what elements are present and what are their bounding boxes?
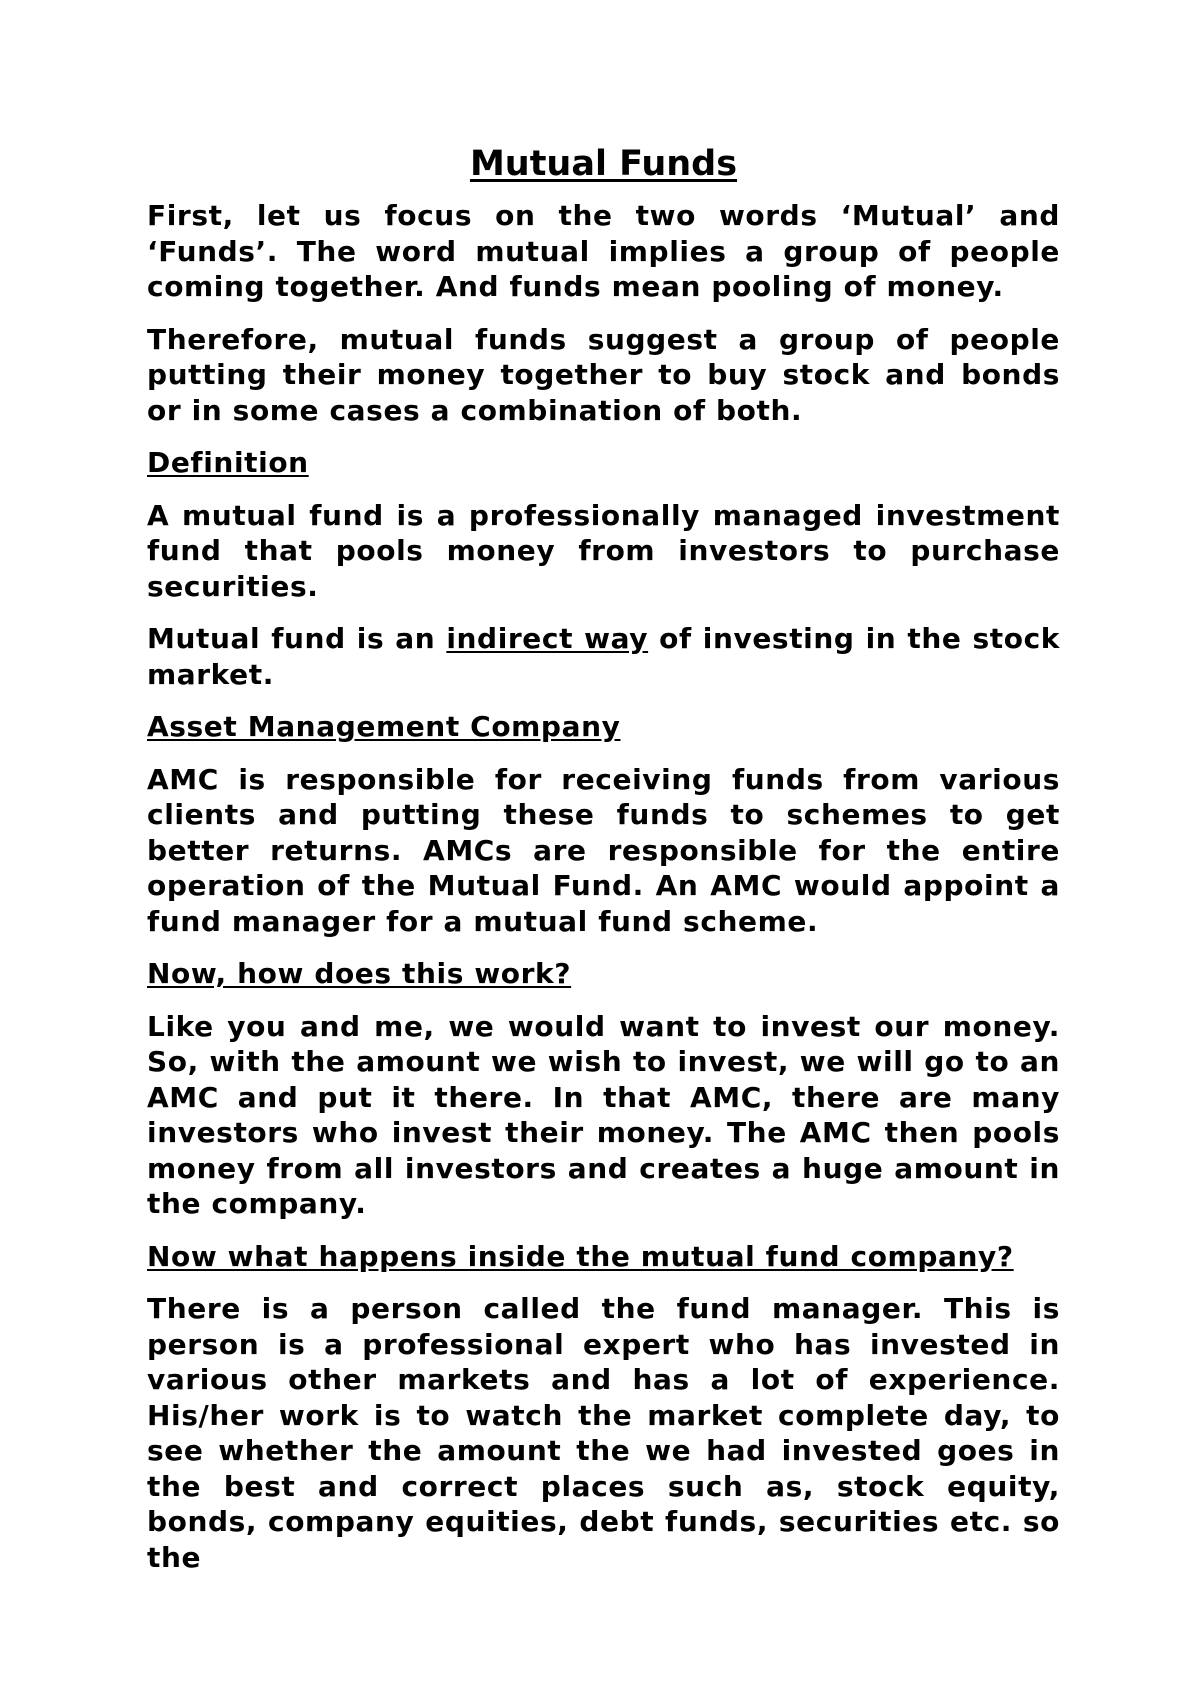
amc-heading: Asset Management Company <box>147 710 621 743</box>
inside-paragraph: There is a person called the fund manager. This is person is a professional expert who has invested in various other markets and has a lot of experience. His/her work is to watch the market complete day, to see whether the amount the we had invested goes in the best and correct places such as, stock equity, bonds, company equities, debt funds, securities etc. so the <box>147 1292 1060 1574</box>
intro-paragraph-1: First, let us focus on the two words ‘Mutual’ and ‘Funds’. The word mutual implies a group of people coming together. And funds mean pooling of money. <box>147 199 1060 303</box>
how-heading: Now, how does this work? <box>147 957 572 990</box>
definition-paragraph-2 <box>147 621 1060 692</box>
document-title: Mutual Funds <box>469 144 738 184</box>
inside-heading: Now what happens inside the mutual fund company? <box>147 1239 1014 1273</box>
definition-paragraph-1: A mutual fund is a professionally managed investment fund that pools money from investors to purchase securities. <box>147 498 1060 603</box>
definition-heading: Definition <box>147 446 309 479</box>
amc-paragraph: AMC is responsible for receiving funds from various clients and putting these funds to schemes to get better returns. AMCs are responsible for the entire operation of the Mutual Fund. An AMC would appoint a fund manager for a mutual fund scheme. <box>147 762 1060 938</box>
intro-paragraph-2: Therefore, mutual funds suggest a group of people putting their money together to buy stock and bonds or in some cases a combination of both. <box>147 322 1060 427</box>
how-paragraph: Like you and me, we would want to invest our money. So, with the amount we wish to invest, we will go to an AMC and put it there. In that AMC, there are many investors who invest their money. The AMC then pools money from all investors and creates a huge amount in the company. <box>147 1009 1060 1220</box>
definition-text-before: Mutual fund is an <box>147 622 447 655</box>
definition-text-after: of investing in the stock market. <box>147 622 1060 691</box>
document-page <box>147 140 1060 1592</box>
indirect-way-emphasis: indirect way <box>446 622 649 655</box>
